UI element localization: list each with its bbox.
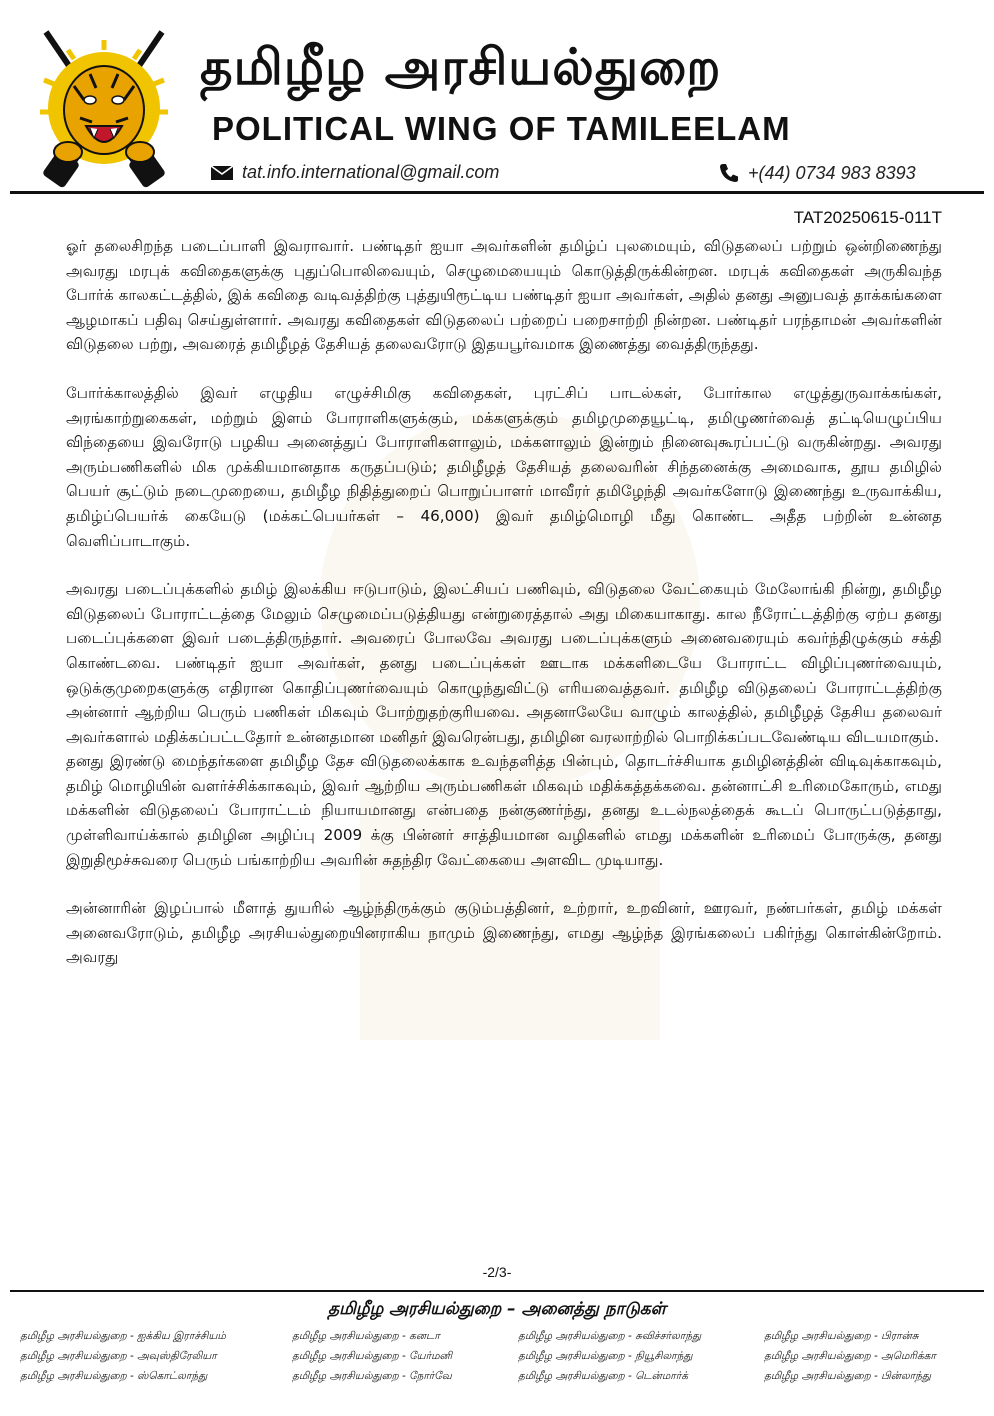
phone-text: +(44) 0734 983 8393 xyxy=(748,162,916,183)
branch-item: தமிழீழ அரசியல்துறை - சுவிச்சர்லாந்து xyxy=(518,1330,702,1342)
email-text: tat.info.international@gmail.com xyxy=(242,162,500,182)
contact-phone[interactable] xyxy=(718,162,916,184)
letterhead xyxy=(0,0,994,196)
tiger-emblem xyxy=(34,26,174,188)
paragraph: அவரது படைப்புக்களில் தமிழ் இலக்கிய ஈடுபாடும், இலட்சியப் பணிவும், விடுதலை வேட்கையும் மேலோங்கி நின்று, தமிழீழ விடுதலைப் போராட்டத்தை மேலும் செழுமைப்படுத்தியது என்றுரைத்தால் அது மிகையாகாது. கால நீரோட்டத்திற்கு ஏற்ப தனது படைப்புக்களை இவர் படைத்திருந்தார். அவரைப் போலவே அவரது படைப்புக்களும் அனைவரையும் கவர்ந்திழுக்கும் சக்தி கொண்டவை. பண்டிதர் ஐயா அவர்கள், தனது படைப்புக்கள் ஊடாக மக்களிடையே போராட்ட விழிப்புணர்வையும், ஒடுக்குமுறைகளுக்கு எதிரான கொதிப்புணர்வையும் கொழுந்துவிட்டு எரியவைத்தவர். தமிழீழ விடுதலைப் போராட்டத்திற்கு அன்னார் ஆற்றிய பெரும் பணிகள் மிகவும் போற்றுதற்குரியவை. அதனாலேயே வாழும் காலத்தில், தமிழீழத் தேசிய தலைவர் அவர்களால் மதிக்கப்பட்டதோர் உன்னதமான மனிதர் இவரென்பது, தமிழின வரலாற்றில் பொறிக்கப்படவேண்டிய விடயமாகும். xyxy=(66,580,942,746)
footer-title: தமிழீழ அரசியல்துறை – அனைத்து நாடுகள் xyxy=(328,1299,666,1319)
branch-item: தமிழீழ அரசியல்துறை - அமெரிக்கா xyxy=(764,1350,936,1362)
branch-item: தமிழீழ அரசியல்துறை - அவுஸ்திரேலியா xyxy=(20,1350,217,1362)
branch-item: தமிழீழ அரசியல்துறை - பிரான்சு xyxy=(764,1330,919,1342)
contact-email[interactable] xyxy=(210,162,499,183)
branch-item: தமிழீழ அரசியல்துறை - டென்மார்க் xyxy=(518,1370,688,1382)
phone-icon xyxy=(718,162,740,184)
branch-item: தமிழீழ அரசியல்துறை - கனடா xyxy=(292,1330,440,1342)
branch-item: தமிழீழ அரசியல்துறை - ஸ்கொட்லாந்து xyxy=(20,1370,208,1382)
branch-item: தமிழீழ அரசியல்துறை - யேர்மனி xyxy=(292,1350,453,1362)
organisation-title-english: POLITICAL WING OF TAMILEELAM xyxy=(212,110,791,147)
document-reference: TAT20250615-011T xyxy=(793,208,942,227)
footer-divider xyxy=(10,1290,984,1292)
paragraph: ஓர் தலைசிறந்த படைப்பாளி இவராவார். பண்டிதர் ஐயா அவர்களின் தமிழ்ப் புலமையும், விடுதலைப் பற்றும் ஒன்றிணைந்து அவரது மரபுக் கவிதைகளுக்கு புதுப்பொலிவையும், செழுமையையும் கொடுத்திருக்கின்றன. மரபுக் கவிதைகள் அருகிவந்த போர்க் காலகட்டத்தில், இக் கவிதை வடிவத்திற்கு புத்துயிரூட்டிய பண்டிதர் ஐயா அவர்கள், அதில் தனது அனுபவத் தாக்கங்களை ஆழமாகப் பதிவு செய்துள்ளார். அவரது கவிதைகள் விடுதலைப் பற்றைப் பறைசாற்றி நின்றன. பண்டிதர் பரந்தாமன் அவர்களின் விடுதலை பற்று, அவரைத் தமிழீழத் தேசியத் தலைவரோடு இதயபூர்வமாக இணைத்து வைத்திருந்தது. xyxy=(66,237,942,354)
paragraph: போர்க்காலத்தில் இவர் எழுதிய எழுச்சிமிகு கவிதைகள், புரட்சிப் பாடல்கள், போர்கால எழுத்துருவாக்கங்கள், அரங்காற்றுகைகள், மற்றும் இளம் போராளிகளுக்கும், மக்களுக்கும் தமிழமுதையூட்டி, தமிழுணர்வைத் தட்டியெழுப்பிய விந்தையை இவரோடு பழகிய அனைத்துப் போராளிகளாலும், மக்களாலும் இன்றும் நினைவுகூரப்பட்டு வருகின்றது. அவரது அரும்பணிகளில் மிக முக்கியமானதாக கருதப்படும்; தமிழீழத் தேசியத் தலைவரின் சிந்தனைக்கு அமைவாக, தூய தமிழில் பெயர் சூட்டும் நடைமுறையை, தமிழீழ நிதித்துறைப் பொறுப்பாளர் மாவீரர் தமிழேந்தி அவர்களோடு இணைந்து உருவாக்கிய, தமிழ்ப்பெயர்க் கையேடு (மக்கட்பெயர்கள் – 46,000) இவர் தமிழ்மொழி மீது கொண்ட அதீத பற்றின் உன்னத வெளிப்பாடாகும். xyxy=(66,383,942,550)
document-body xyxy=(66,234,942,970)
organisation-title-tamil: தமிழீழ அரசியல்துறை xyxy=(200,38,722,96)
branch-item: தமிழீழ அரசியல்துறை - நியூசிலாந்து xyxy=(518,1350,693,1362)
header-divider xyxy=(10,191,984,194)
branch-item: தமிழீழ அரசியல்துறை - பின்லாந்து xyxy=(764,1370,931,1382)
page-number: -2/3- xyxy=(482,1264,512,1280)
branch-item: தமிழீழ அரசியல்துறை - நோர்வே xyxy=(292,1370,452,1382)
paragraph: அன்னாரின் இழப்பால் மீளாத் துயரில் ஆழ்ந்திருக்கும் குடும்பத்தினர், உற்றார், உறவினர், ஊரவர், நண்பர்கள், தமிழ் மக்கள் அனைவரோடும், தமிழீழ அரசியல்துறையினராகிய நாமும் இணைந்து, எமது ஆழ்ந்த இரங்கலைப் பகிர்ந்து கொள்கின்றோம். அவரது xyxy=(66,899,942,967)
branch-item: தமிழீழ அரசியல்துறை - ஐக்கிய இராச்சியம் xyxy=(20,1330,226,1342)
envelope-icon xyxy=(210,165,234,181)
branch-list xyxy=(20,1330,980,1383)
paragraph: தனது இரண்டு மைந்தர்களை தமிழீழ தேச விடுதலைக்காக உவந்தளித்த பின்பும், தொடர்ச்சியாக தமிழினத்தின் விடிவுக்காகவும், தமிழ் மொழியின் வளர்ச்சிக்காகவும், இவர் ஆற்றிய அரும்பணிகள் மிகவும் மதிக்கத்தக்கவை. தன்னாட்சி உரிமைகோரும், எமது மக்களின் விடுதலைப் போராட்டம் நியாயமானது என்பதை நன்குணர்ந்து, தனது உடல்நலத்தைக் கூடப் பொருட்படுத்தாது, முள்ளிவாய்க்கால் தமிழின அழிப்பு 2009 க்கு பின்னர் சாத்தியமான வழிகளில் எமது மக்களின் உரிமைப் போருக்கு, தனது இறுதிமூச்சுவரை பெரும் பங்காற்றிய அவரின் சுதந்திர வேட்கையை அளவிட முடியாது. xyxy=(66,752,942,869)
